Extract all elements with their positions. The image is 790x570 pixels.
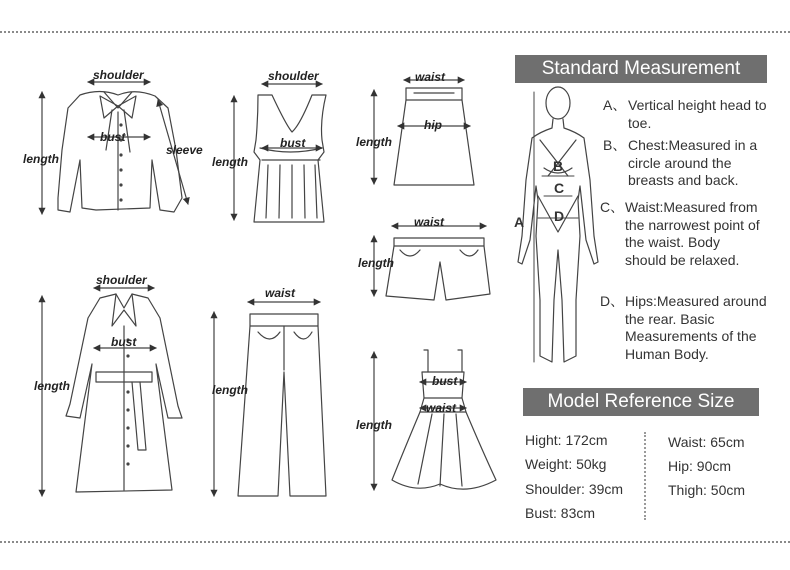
measurement-text: Hips:Measured around the rear. Basic Measurements of the Human Body.	[625, 293, 767, 362]
blouse-length-label: length	[23, 152, 59, 166]
model-shoulder: Shoulder: 39cm	[525, 481, 624, 497]
model-reference-title: Model Reference Size	[523, 388, 759, 416]
measurement-key: D、	[600, 293, 625, 309]
dress-drawing	[374, 350, 496, 490]
shorts-length-label: length	[358, 256, 394, 270]
trousers-drawing	[214, 302, 326, 496]
shorts-waist-label: waist	[414, 215, 445, 229]
measurement-item-a	[603, 97, 773, 133]
measurement-key: A、	[603, 97, 627, 113]
coat-length-label: length	[34, 379, 70, 393]
model-waist: Waist: 65cm	[668, 434, 745, 450]
blouse-shoulder-label: shoulder	[93, 68, 144, 82]
blouse-sleeve-label: sleeve	[166, 143, 203, 157]
dress-waist-label: waist	[426, 401, 457, 415]
trousers-waist-label: waist	[265, 286, 296, 300]
measurement-text: Waist:Measured from the narrowest point of the waist. Body should be relaxed.	[625, 199, 760, 268]
trousers-length-label: length	[212, 383, 248, 397]
figure-letter-b: B	[553, 158, 564, 174]
measurement-key: C、	[600, 199, 625, 215]
skirt-waist-label: waist	[415, 70, 446, 84]
skirt-drawing	[374, 80, 474, 185]
measurement-text: Chest:Measured in a circle around the breasts and back.	[628, 137, 758, 188]
measurement-text: Vertical height head to toe.	[628, 97, 767, 131]
camisole-bust-label: bust	[280, 136, 306, 150]
dress-length-label: length	[356, 418, 392, 432]
measurement-item-b	[603, 137, 773, 191]
camisole-shoulder-label: shoulder	[268, 69, 319, 83]
figure-letter-d: D	[554, 208, 565, 224]
measurement-item-d	[600, 293, 770, 365]
dress-bust-label: bust	[432, 374, 458, 388]
model-weight: Weight: 50kg	[525, 456, 607, 472]
skirt-hip-label: hip	[424, 118, 442, 132]
body-figure-drawing	[518, 87, 598, 362]
model-height: Hight: 172cm	[525, 432, 608, 448]
figure-letter-c: C	[554, 180, 565, 196]
model-reference-divider	[644, 432, 646, 520]
camisole-drawing	[234, 84, 326, 222]
figure-letter-a: A	[514, 214, 525, 230]
skirt-length-label: length	[356, 135, 392, 149]
measurement-item-c	[600, 199, 770, 289]
measurement-key: B、	[603, 137, 627, 153]
model-hip: Hip: 90cm	[668, 458, 732, 474]
model-thigh: Thigh: 50cm	[668, 482, 746, 498]
coat-shoulder-label: shoulder	[96, 273, 147, 287]
camisole-length-label: length	[212, 155, 248, 169]
model-bust: Bust: 83cm	[525, 505, 596, 521]
coat-bust-label: bust	[111, 335, 137, 349]
blouse-bust-label: bust	[100, 130, 126, 144]
standard-measurement-title: Standard Measurement	[515, 55, 767, 83]
